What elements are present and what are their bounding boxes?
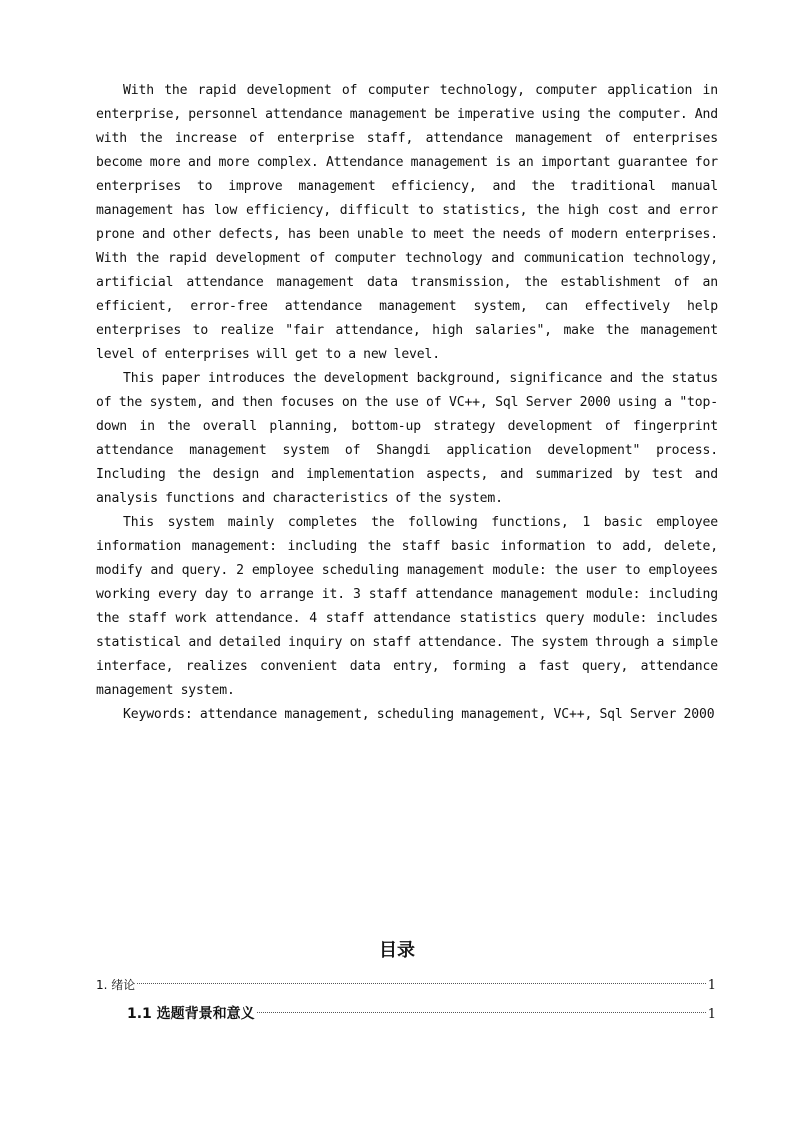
toc-entry-page: 1: [707, 1007, 716, 1022]
abstract-section: [96, 79, 718, 727]
toc-entry-label: 1.1 选题背景和意义: [127, 1006, 255, 1022]
toc-entry-page: 1: [707, 978, 716, 993]
toc-title: 目录: [379, 940, 415, 961]
abstract-paragraph-1: With the rapid development of computer technology, computer application in enterprise, personnel attendance management be imperative using the computer. And with the increase of enterprise staff, attendance management of enterprises become more and more complex. Attendance management is an important guarantee for enterprises to improve management efficiency, and the traditional manual management has low efficiency, difficult to statistics, the high cost and error prone and other defects, has been unable to meet the needs of modern enterprises. With the rapid development of computer technology and communication technology, artificial attendance management data transmission, the establishment of an efficient, error-free attendance management system, can effectively help enterprises to realize "fair attendance, high salaries", make the management level of enterprises will get to a new level.: [96, 83, 718, 362]
keywords-line: Keywords: attendance management, scheduling management, VC++, Sql Server 2000: [123, 707, 715, 722]
toc-entry-label: 1. 绪论: [96, 978, 136, 992]
toc-dot-leader: [257, 1012, 706, 1013]
abstract-paragraph-2: This paper introduces the development background, significance and the status of the system, and then focuses on the use of VC++, Sql Server 2000 using a "top-down in the overall planning, bottom-up strategy development of fingerprint attendance management system of Shangdi application development" process. Including the design and implementation aspects, and summarized by test and analysis functions and characteristics of the system.: [96, 371, 718, 506]
toc-entry-section-1-1[interactable]: [127, 1003, 716, 1025]
toc-entry-chapter-1[interactable]: [96, 974, 716, 996]
abstract-paragraph-3: This system mainly completes the following functions, 1 basic employee information management: including the staff basic information to add, delete, modify and query. 2 employee scheduling management module: the user to employees working every day to arrange it. 3 staff attendance management module: including the staff work attendance. 4 staff attendance statistics query module: includes statistical and detailed inquiry on staff attendance. The system through a simple interface, realizes convenient data entry, forming a fast query, attendance management system.: [96, 515, 718, 698]
toc-dot-leader: [137, 983, 705, 984]
